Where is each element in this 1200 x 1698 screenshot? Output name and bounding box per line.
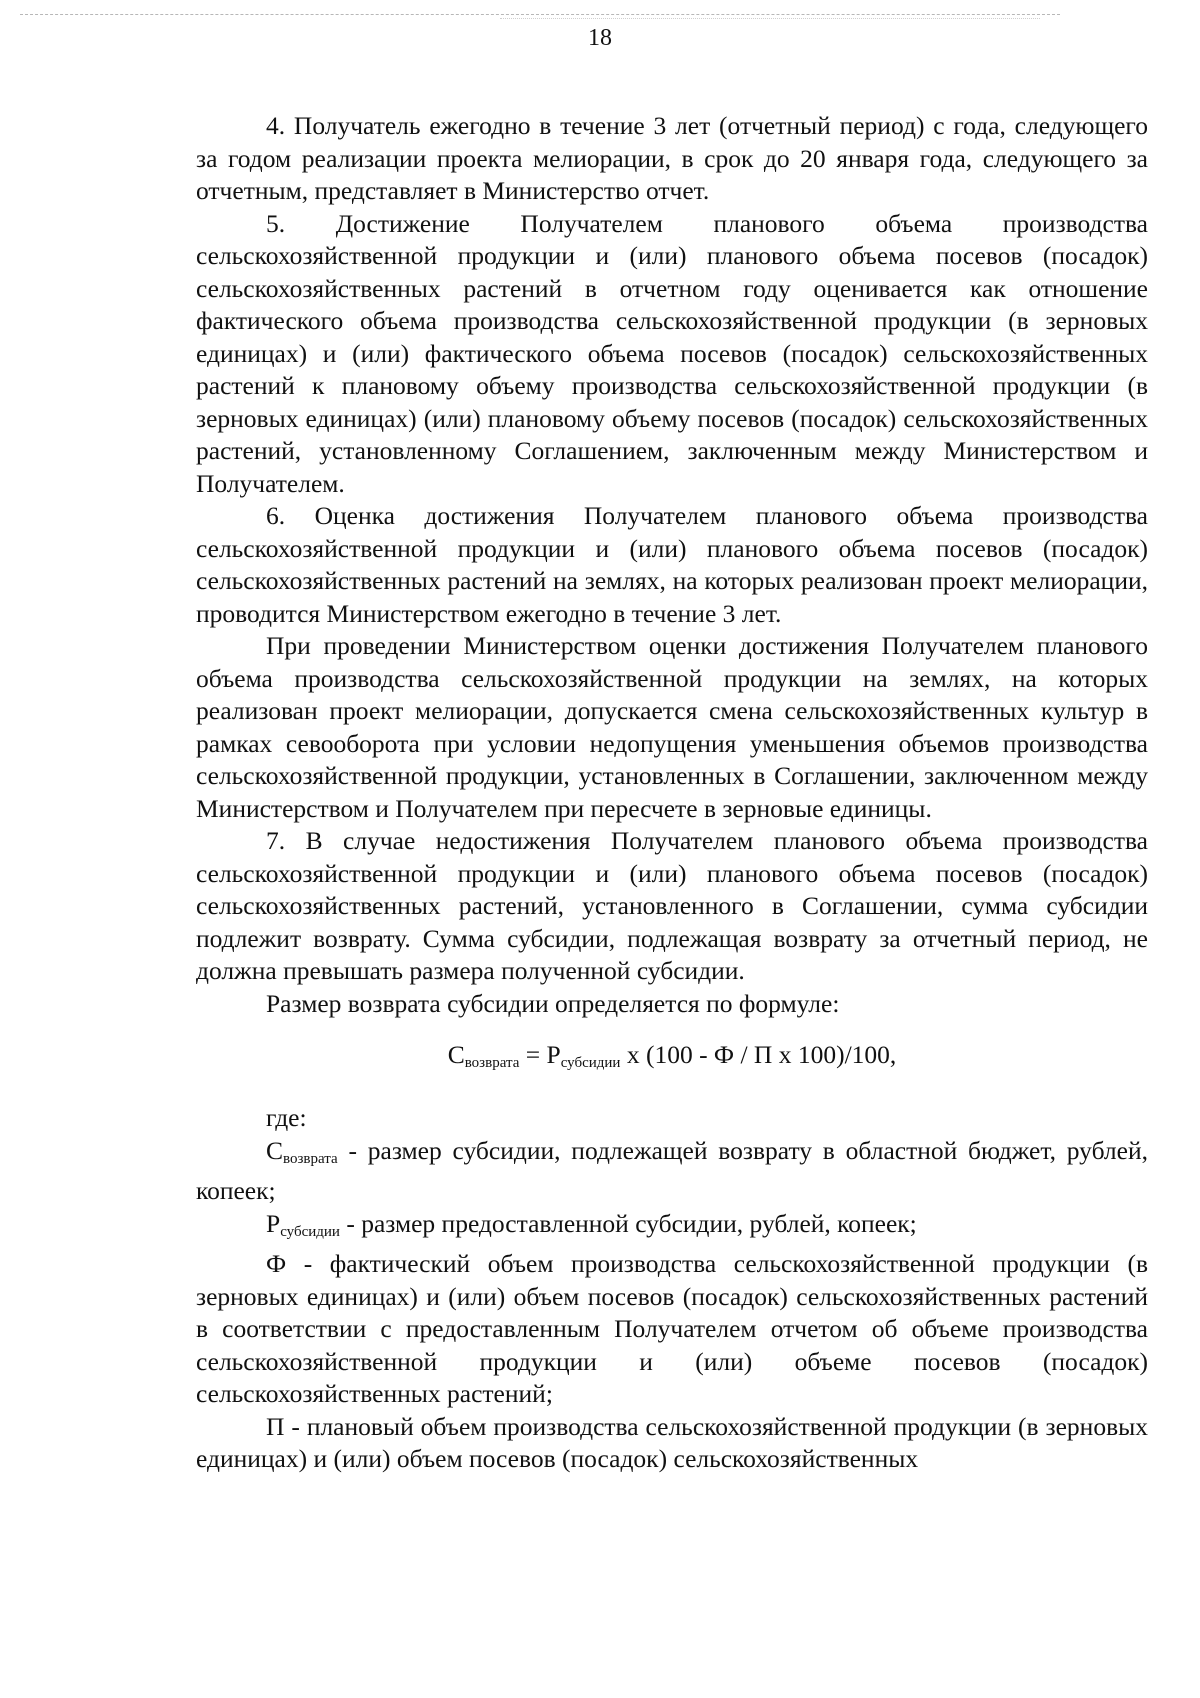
paragraph-6-continued: При проведении Министерством оценки достижения Получателем планового объема производства сельскохозяйственной продукции на землях, на которых реализован проект мелиорации, допускается смена сельскохозяйственных культур в рамках севооборота при условии недопущения уменьшения объемов производства сельскохозяйственной продукции, установленных в Соглашении, заключенном между Министерством и Получателем при пересчете в зерновые единицы. [196, 631, 1148, 823]
formula-c-letter: С [447, 1040, 465, 1069]
paragraph-4: 4. Получатель ежегодно в течение 3 лет (отчетный период) с года, следующего за годом реализации проекта мелиорации, в срок до 20 января года, следующего за отчетным, представляет в Министерство отчет. [196, 111, 1148, 205]
definition-r-letter: Р [266, 1208, 281, 1238]
definition-r-text: - размер предоставленной субсидии, рублей, копеек; [339, 1208, 917, 1238]
page-number: 18 [588, 25, 612, 51]
paragraph-7: 7. В случае недостижения Получателем планового объема производства сельскохозяйственной продукции и (или) планового объема посевов (посадок) сельскохозяйственных растений, установленного в Соглашении, сумма субсидии подлежит возврату. Сумма субсидии, подлежащая возврату за отчетный период, не должна превышать размера полученной субсидии. [196, 826, 1148, 985]
definition-c-subscript: возврата [283, 1150, 338, 1167]
refund-formula [196, 1038, 1148, 1080]
formula-rest: х (100 - Ф / П х 100)/100, [620, 1040, 897, 1069]
scan-edge-mark [500, 18, 1040, 21]
paragraph-5: 5. Достижение Получателем планового объема производства сельскохозяйственной продукции и (или) планового объема посевов (посадок) сельскохозяйственных растений в отчетном году оценивается как отношение фактического объема производства сельскохозяйственной продукции (в зерновых единицах) и (или) фактического объема посевов (посадок) сельскохозяйственных растений к плановому объему производства сельскохозяйственной продукции (в зерновых единицах) (или) плановому объему посевов (посадок) сельскохозяйственных растений, установленному Соглашением, заключенным между Министерством и Получателем. [196, 208, 1148, 498]
formula-intro: Размер возврата субсидии определяется по формуле: [266, 988, 840, 1018]
definition-r-subscript: субсидии [280, 1223, 340, 1240]
definition-c [196, 1135, 1148, 1208]
definition-f: Ф - фактический объем производства сельскохозяйственной продукции (в зерновых единицах) и (или) объем посевов (посадок) сельскохозяйственных растений в соответствии с предоставленным Получателем отчетом об объеме производства сельскохозяйственной продукции и (или) объеме посевов (посадок) сельскохозяйственных растений; [196, 1249, 1148, 1408]
definition-c-text: - размер субсидии, подлежащей возврату в областной бюджет, рублей, копеек; [196, 1135, 1148, 1205]
definitions-where: где: [266, 1103, 307, 1132]
definition-c-letter: С [266, 1135, 284, 1165]
definition-p: П - плановый объем производства сельскохозяйственной продукции (в зерновых единицах) и (или) объем посевов (посадок) сельскохозяйственных [196, 1411, 1148, 1473]
formula-c-subscript: возврата [464, 1055, 520, 1071]
formula-r-subscript: субсидии [560, 1055, 621, 1071]
document-body [196, 110, 1148, 1476]
formula-equals-r: = Р [519, 1040, 561, 1069]
paragraph-6: 6. Оценка достижения Получателем планового объема производства сельскохозяйственной продукции и (или) планового объема посевов (посадок) сельскохозяйственных растений на землях, на которых реализован проект мелиорации, проводится Министерством ежегодно в течение 3 лет. [196, 501, 1148, 628]
definition-r [196, 1208, 1148, 1249]
